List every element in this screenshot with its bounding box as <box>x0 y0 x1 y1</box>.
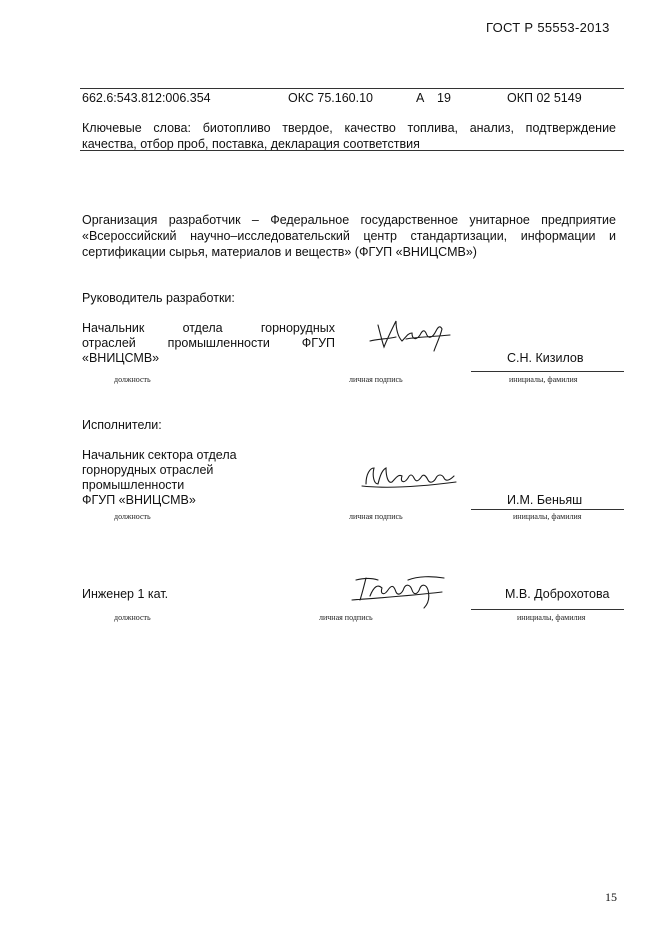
executor1-caption-position: должность <box>114 512 151 521</box>
top-rule <box>80 88 624 89</box>
executor2-name-rule <box>471 609 624 610</box>
executor1-name: И.М. Беньяш <box>507 493 583 507</box>
page-number: 15 <box>605 890 617 904</box>
okp-code: ОКП 02 5149 <box>507 91 582 105</box>
organization-line-3: сертификации сырья, материалов и веществ» (ФГУП «ВНИЦСМВ») <box>82 245 477 259</box>
signature-benyash <box>360 458 460 494</box>
keywords-line-2: качества, отбор проб, поставка, декларация соответствия <box>82 137 420 151</box>
executor1-caption-name: инициалы, фамилия <box>513 512 582 521</box>
head-caption-position: должность <box>114 375 151 384</box>
head-caption-signature: личная подпись <box>349 375 403 384</box>
executor1-position-line-2: горнорудных отраслей <box>82 463 214 477</box>
head-name-rule <box>471 371 624 372</box>
signature-dobrokhotova <box>348 570 448 610</box>
organization-line-2: «Всероссийский научно–исследовательский центр стандартизации, информации и <box>82 229 616 243</box>
head-name: С.Н. Кизилов <box>507 351 584 365</box>
head-position-line-3: «ВНИЦСМВ» <box>82 351 160 365</box>
executor2-caption-position: должность <box>114 613 151 622</box>
executor1-position-line-3: промышленности <box>82 478 185 492</box>
group-number: 19 <box>437 91 451 105</box>
executor2-name: М.В. Доброхотова <box>505 587 610 601</box>
organization-line-1: Организация разработчик – Федеральное государственное унитарное предприятие <box>82 213 616 227</box>
head-position-line-2: отраслей промышленности ФГУП <box>82 336 335 350</box>
signature-kizilov <box>366 315 456 355</box>
head-caption-name: инициалы, фамилия <box>509 375 578 384</box>
oks-code: ОКС 75.160.10 <box>288 91 373 105</box>
executor1-caption-signature: личная подпись <box>349 512 403 521</box>
group-letter: А <box>416 91 425 105</box>
head-section-title: Руководитель разработки: <box>82 291 235 305</box>
executors-title: Исполнители: <box>82 418 162 432</box>
executor1-position-line-1: Начальник сектора отдела <box>82 448 237 462</box>
executor2-caption-signature: личная подпись <box>319 613 373 622</box>
executor1-name-rule <box>471 509 624 510</box>
executor1-position-line-4: ФГУП «ВНИЦСМВ» <box>82 493 196 507</box>
keywords-line-1: Ключевые слова: биотопливо твердое, качество топлива, анализ, подтверждение <box>82 121 616 135</box>
keywords-rule <box>80 150 624 151</box>
executor2-caption-name: инициалы, фамилия <box>517 613 586 622</box>
head-position-line-1: Начальник отдела горнорудных <box>82 321 335 335</box>
document-code: ГОСТ Р 55553-2013 <box>486 20 610 35</box>
udk-code: 662.6:543.812:006.354 <box>82 91 211 105</box>
executor2-position: Инженер 1 кат. <box>82 587 169 601</box>
